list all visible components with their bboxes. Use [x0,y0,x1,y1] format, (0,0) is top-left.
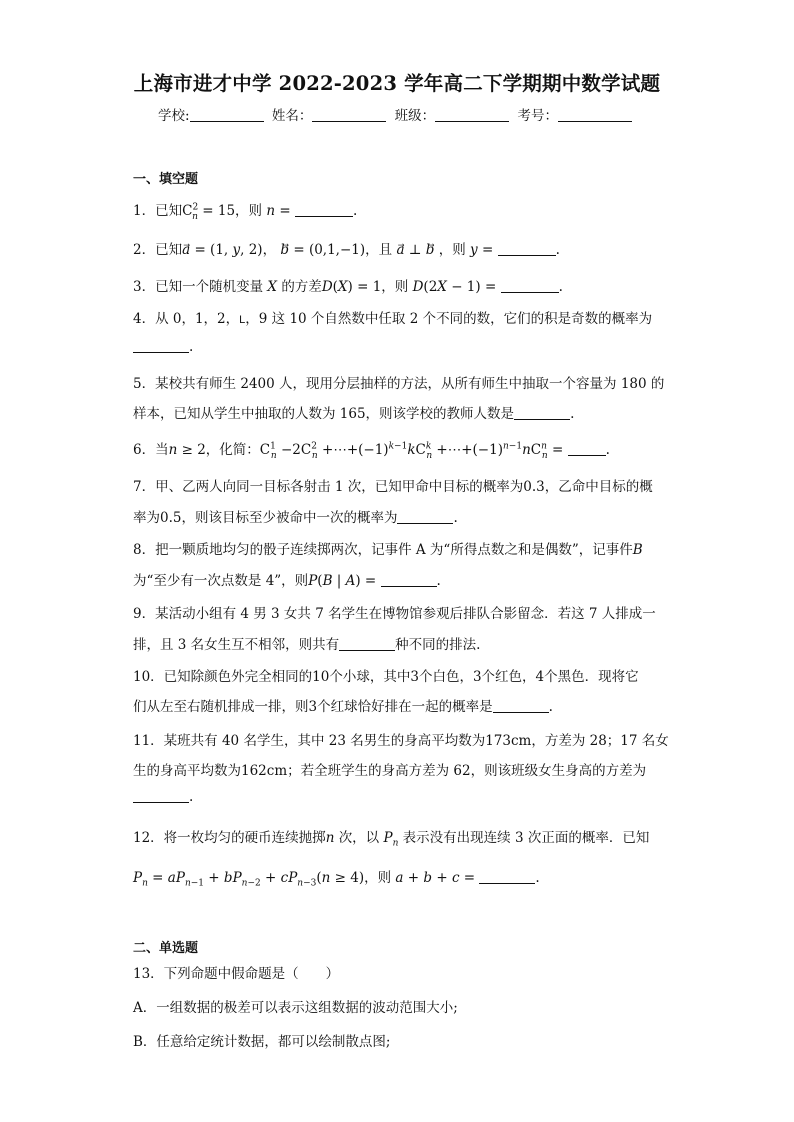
question-7-line-2 [133,506,458,526]
q2-text-c: ，且 [365,242,393,258]
school-blank[interactable] [190,109,264,122]
question-13-option-b: B．任意给定统计数据，都可以绘制散点图; [133,1034,391,1050]
q3-text-c: ，则 [381,279,409,295]
question-4-line-2 [133,339,193,355]
q1-answer-blank[interactable] [295,204,353,217]
question-13-stem: 13．下列命题中假命题是（ ） [133,966,340,982]
section-fill-heading: 一、填空题 [133,172,199,187]
q7-answer-blank[interactable] [397,511,453,524]
question-1: 1．已知$C^2_n = 15$，则 n = . [133,202,358,222]
question-9-line-2 [133,633,480,653]
q4-answer-blank[interactable] [133,340,189,353]
q4-text-c: . [189,339,194,355]
class-label: 班级： [394,108,436,124]
school-label: 学校: [158,108,190,124]
question-8-line-1 [133,538,643,558]
q8-text-b: 为“至少有一次点数是 4”，则 [133,573,309,589]
q9-text-b: 种不同的排法. [395,637,481,653]
exam-no-blank[interactable] [558,109,632,122]
q4-ellipsis: L [239,314,246,326]
question-11-line-2: 生的身高平均数为162cm；若全班学生的身高方差为 62，则该班级女生身高的方差为 [133,763,647,779]
q3-text-a: 3．已知一个随机变量 [133,279,264,295]
q6-answer-blank[interactable] [568,443,606,456]
q1-text-a: 1．已知 [133,203,183,219]
q12-text-d: ，则 [364,870,392,886]
q5-answer-blank[interactable] [514,407,570,420]
section-single-heading: 二、单选题 [133,941,199,956]
q9-text-a: 排，且 3 名女生互不相邻，则共有 [133,637,340,653]
q10-text-a: 们从左至右随机排成一排，则3个红球恰好排在一起的概率是 [133,699,493,715]
question-12-line-1: 12．将一枚均匀的硬币连续抛掷n 次，以 $P_n$ 表示没有出现连续 3 次正面的概率．已知 [133,830,650,849]
q4-text-b: ，9 这 10 个自然数中任取 2 个不同的数，它们的积是奇数的概率为 [245,311,653,327]
question-8-line-2: 为“至少有一次点数是 4”，则P(B | A) = . [133,573,441,589]
question-2: 2．已知a⃗ = (1, y, 2)， b⃗ = (0,1,−1)，且 a⃗ ⊥ b⃗ ，则 y = . [133,242,560,258]
q10-answer-blank[interactable] [493,700,549,713]
question-6: 6．当n ≥ 2，化简：$C^1_n -2C^2_n$ $+\cdots+(-1)^{k-1}kC^k_n$ $+\cdots+(-1)^{n-1}nC^n_n$ = . [133,441,610,461]
q8-answer-blank[interactable] [381,574,437,587]
q12-text-b: 次，以 [338,830,380,846]
q12-text-e: . [535,870,540,886]
q8-text-a: 8．把一颗质地均匀的骰子连续掷两次，记事件 A 为“所得点数之和是偶数”，记事件 [133,542,633,558]
question-11-line-3 [133,789,193,805]
q12-text-c: 表示没有出现连续 3 次正面的概率．已知 [402,830,650,846]
q7-text-a: 率为0.5，则该目标至少被命中一次的概率为 [133,510,398,526]
q3-text-b: 的方差 [281,279,322,295]
q10-text-b: . [548,699,553,715]
exam-no-label: 考号： [517,108,558,124]
q6-text-c: . [605,442,610,458]
question-11-line-1: 11．某班共有 40 名学生，其中 23 名男生的身高平均数为173cm，方差为 28；17 名女 [133,733,669,749]
question-10-line-2 [133,695,553,715]
name-blank[interactable] [312,109,386,122]
question-7-line-1: 7．甲、乙两人向同一目标各射击 1 次，已知甲命中目标的概率为0.3，乙命中目标的概 [133,479,653,495]
q11-text-end: . [189,789,194,805]
q9-answer-blank[interactable] [339,638,395,651]
q7-text-b: . [453,510,458,526]
q12-text-a: 12．将一枚均匀的硬币连续抛掷 [133,830,326,846]
q4-text-a: 4．从 0，1，2， [133,311,240,327]
student-info-row [0,104,794,124]
q6-text-b: ，化简： [205,442,260,458]
q5-text-a: 样本，已知从学生中抽取的人数为 165，则该学校的教师人数是 [133,406,515,422]
question-4-line-1 [133,307,652,327]
q12-answer-blank[interactable] [479,871,535,884]
q3-text-d: . [558,279,563,295]
q1-text-c: . [352,203,358,219]
question-13-option-a: A．一组数据的极差可以表示这组数据的波动范围大小; [133,1000,458,1016]
q2-text-a: 2．已知 [133,242,183,258]
question-5-line-1: 5．某校共有师生 2400 人，现用分层抽样的方法，从所有师生中抽取一个容量为 180 的 [133,376,665,392]
q3-answer-blank[interactable] [501,280,559,293]
q11-answer-blank[interactable] [133,790,189,803]
question-10-line-1: 10．已知除颜色外完全相同的10个小球，其中3个白色，3个红色，4个黑色．现将它 [133,669,639,685]
question-5-line-2 [133,402,574,422]
name-label: 姓名： [271,108,313,124]
question-3: 3．已知一个随机变量 X 的方差D(X) = 1，则 D(2X − 1) = . [133,279,563,295]
q2-answer-blank[interactable] [498,243,556,256]
q8-text-c: . [436,573,441,589]
q2-text-b: ， [262,242,277,258]
q2-text-e: . [555,242,560,258]
q1-text-b: ，则 [235,203,263,219]
q6-text-a: 6．当 [133,442,169,458]
class-blank[interactable] [435,109,509,122]
q2-text-d: ，则 [438,242,466,258]
question-9-line-1: 9．某活动小组有 4 男 3 女共 7 名学生在博物馆参观后排队合影留念．若这 7 人排成一 [133,606,656,622]
question-12-line-2: $P_n = aP_{n-1} + bP_{n-2} + cP_{n-3}(n \ge 4)$，则 a + b + c = . [133,870,540,889]
q8-event-b: B [632,542,643,558]
page-title: 上海市进才中学 2022-2023 学年高二下学期期中数学试题 [133,72,661,95]
q5-text-b: . [570,406,575,422]
